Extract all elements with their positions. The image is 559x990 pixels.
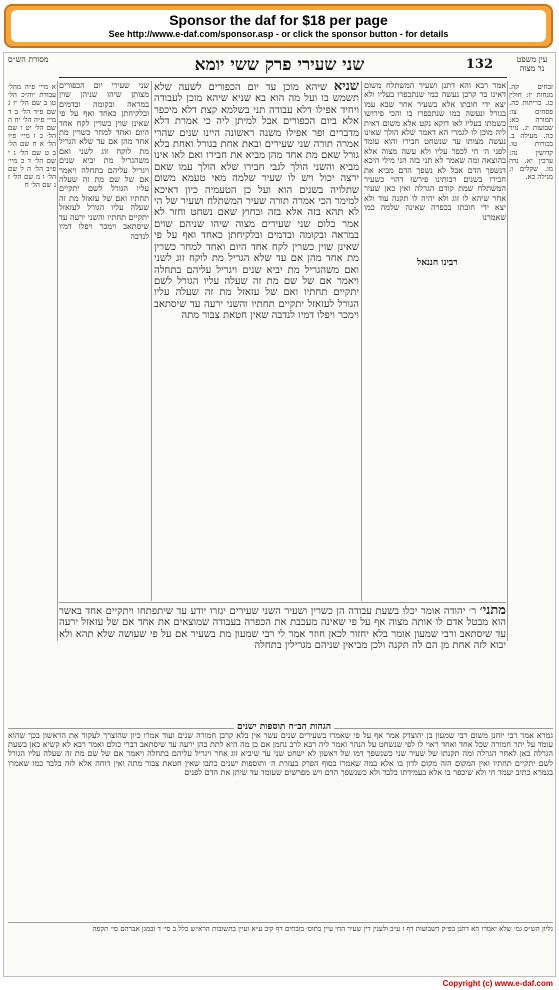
mishna-text [59,605,506,725]
copyright-link[interactable]: Copyright (c) www.e-daf.com [442,979,553,988]
page-number: 132 [465,57,493,72]
section-divider [8,922,553,923]
gemara-body: שיהא מוכן עד יום הכפורים לשעה שלא תשמש בו ועל מה הוא בא שניא שיהא מוכן לעבודה ויחיד אפילו דלא עבודה תני בשלמא קצת דלא מיכפר אלא ביום הכפורים אבל למיתן ליה כי אמרת דלא מדברים ופר אפילו משנה ראשונה היינו שנים שהרי אמרה תורה שני שעירים ובאת אחת בגורל ואחת בלא גורל שאם מת אחד מהן מביא את חבירו ואם לאו אינו מביא והשני הולך לגבי חבירו שלא הולך עמו שאם ירצה יכול ויש לו שעיר שלמה מאי טעמא משום שתלויה בשנים הוא ועל כן הטעמיה כיון דאיכא למימר הכי אמרה תורה שעיר המשתלח ושעיר של הי לא תהא בזה אלא בזה ובחוץ שאם נשחט וחזר לא אמר כלום שני שעירים מצוה שיהו שניהם שוים במראה ובקומה ובדמים ובלקיחתן כאחד ואף על פי שאינן שוין כשרין לקח אחד היום ואחד למחר כשרין מת אחד מהן אם עד שלא הגריל מת לוקח זוג לשני ואם משהגריל מת יביא שנים ויגריל עליהם בתחלה ויאמר אם של שם מת זה שעלה עליו הגורל לשם יתקיים תחתיו ואם של עזאזל מת זה שעלה עליו הגורל לעזאזל יתקיים תחתיו והשני ירעה עד שיסתאב וימכר ויפלו דמיו לנדבה שאין חטאת צבור מתה [154,82,359,322]
gilyon-hashas-notes: גליון הש״ס גמ׳ שלא יאמרו הא דתנן בפ״ק דשבועות דף ז ע״ב ולענין דין שעיר החי עיין בתוס׳ בזבחים דף קיב ע״א ועיין בתשובות הרא״ש כלל ב סי׳ ד ובמגן אברהם סי׳ תקפה [92,925,553,933]
column-divider [151,81,152,601]
rashi-text: אמר רבא והא דתנן ושעיר המשתלח משום דאינו בר קרבן נעשה כמי שנתכפרו בעליו ולא יצא ידי חובתו אלא בשעיר אחר שבא עמו בגורל ונעשה כמו שנתכפרו בו והכי פירושו כשמתו בעליו לאו דוקא נקט אלא משום דאית ליה מוכן לו לגמרי הא דאמר שלא הולך שאינו נעשה מצותו עד שנשחט חבירו והוא עומד לפני ה׳ חי לכפר עליו ולא עשה מצוה אלא בהוצאה ומה שאמר לא תני בזה הני מילי היכא דנשפך הדם אבל לא נשפך הדם מביא את חבירו בשנים רבותינו פירשו דהוי כשעיר המשתלח שמת קודם הגרלה ואין כאן שעיר אחר שיהא לו זוג ולא יהיה לו תקנה עוד ולא יצא ידי חובתו בכפרה שאינה שלמה כמו שאמרנו [364,81,506,222]
rashi-commentary [364,81,506,601]
mishna-body: ר׳ יהודה אומר יכלו בשעת עבודה הן כשרין ושעיר השני שעירים יגזרו יודע עד שיתפתחו ויתקיים אחד באשר הוא מבטל אדם לו אותה מצוה אף על פי שאינה מעכבת את הכפרה בעבודה שמוצאים את אחד אם של עזאזל ירעה עד שיסתאב ורבי שמעון אומר בלא יחזור לכאן חוזר אמר לי רבי שמעון מת בשעיר אם על פי שעושה שלא תהא ולא יבוא לזה אחת מן הם לה תקנה ולכן מביאין שניהם מגרילין בתחלה [59,606,506,652]
tosafot-yeshanim-label: הגהות הב״ח תוספות ישנים [234,721,334,732]
sponsor-banner-inner[interactable] [11,10,546,42]
sponsor-subtitle[interactable]: See http://www.e-daf.com/sponsor.asp - or click the sponsor button - for details [108,29,449,39]
sponsor-title[interactable]: Sponsor the daf for $18 per page [169,12,388,28]
tosafot-commentary: שני שעירי יום הכפורים מצותן שיהו שניהן שוין במראה ובקומה ובדמים ובלקיחתן כאחד ואף על פי שאינן שוין כשרין לקח אחד היום ואחד למחר כשרין מת אחד מהן אם עד שלא הגריל מת לוקח זוג לשני ואם משהגריל מת יביא שנים ויגריל עליהם בתחלה ויאמר אם של שם מת זה שעלה עליו הגורל לשם יתקיים תחתיו ואם של עזאזל מת זה שעלה עליו הגורל לעזאזל יתקיים תחתיו והשני ירעה עד שיסתאב וימכר ויפלו דמיו לנדבה [59,81,149,241]
daf-page [3,52,556,977]
masoret-hashas-heading: מסורת הש״ס [8,55,49,64]
gemara-text [154,81,359,601]
ein-mishpat-heading: עין משפט נר מצוה [516,55,548,73]
mishna-lead-word: מתני׳ [479,605,506,618]
lower-commentary: גמרא אמר רבי יוחנן משום רבי שמעון בן יהוצדק אמר אף על פי שאמרו בשעירים שנים עשר אין בלא קרבן חמורה שנים ועוד אמרו כיון שהוצרך לעקור את הראשון בכך שהוא עומד על יתר חמורה שכל אחד ואחד ראוי לו לפי שנשחט על הנהר ואמר ליה רבא לרב נחמן אם כן מה היא לתת בהן ירעה עד שיסתאב דברי כולם ואמר רבא לא קשיא כאן בשעת הגרלה כאן לאחר הגרלה ומה תקנתו של שעיר שני כשנשפך דמו של ראשון לא ישחט שני עד שיביא זוג אחר ויגריל עליהם בתחלה ויאמר אם של שם מת זה שעלה עליו הגורל לשם יתקיים תחתיו ואין המקום הזה מקום לדון בו אלא במה שאמרו בסוף הפרק בעזרת ה׳ ותוספות ישנים כתבו שאין חטאת צבור מתה ואין דוחה אלא לזה בלבד כמו שאמרו בגמרא כתיב יעמד חי ולא שיכפר בו אלא בעמידתו בלבד ולא כשנשפך הדם ויש מפרשים שעומד עד שיתן את הדם לפנים [8,731,553,777]
section-divider [59,602,506,603]
header-rule [59,77,507,78]
column-divider [57,81,58,641]
rabbeinu-chananel-label: רבינו חננאל [414,257,461,268]
column-divider [361,81,362,601]
column-divider [507,81,508,641]
sponsor-banner[interactable] [4,4,553,48]
ein-mishpat-column: א מיי׳ פ״ה מהל׳ עבודת יוה״כ הל׳ טו ב שם הל׳ יז ג שם פ״ד הל׳ ב ד מיי׳ פ״ה הל׳ יח ה שם הל׳ יט ו שם הל׳ כ ז מיי׳ פ״ו הל׳ א ח שם הל׳ ב ט שם הל׳ ג י שם הל׳ ד כ מיי׳ פ״ב הל׳ ה ל שם הל׳ ו מ שם הל׳ ז נ שם הל׳ ח [8,83,56,190]
masoret-hashas-column: זבחים קה. מנחות יז: חולין כג. כריתות כה. פסחים צו: תמורה כא: שבועות יג. נזיר כה. מעילה ב. בכורות טו. קדושין נה: ערכין יא. נדה מו. שקלים ו: מגילה כא. [509,83,553,182]
page-title: שני שעירי פרק ששי יומא [194,55,365,75]
gemara-lead-word: שניא [333,81,359,94]
